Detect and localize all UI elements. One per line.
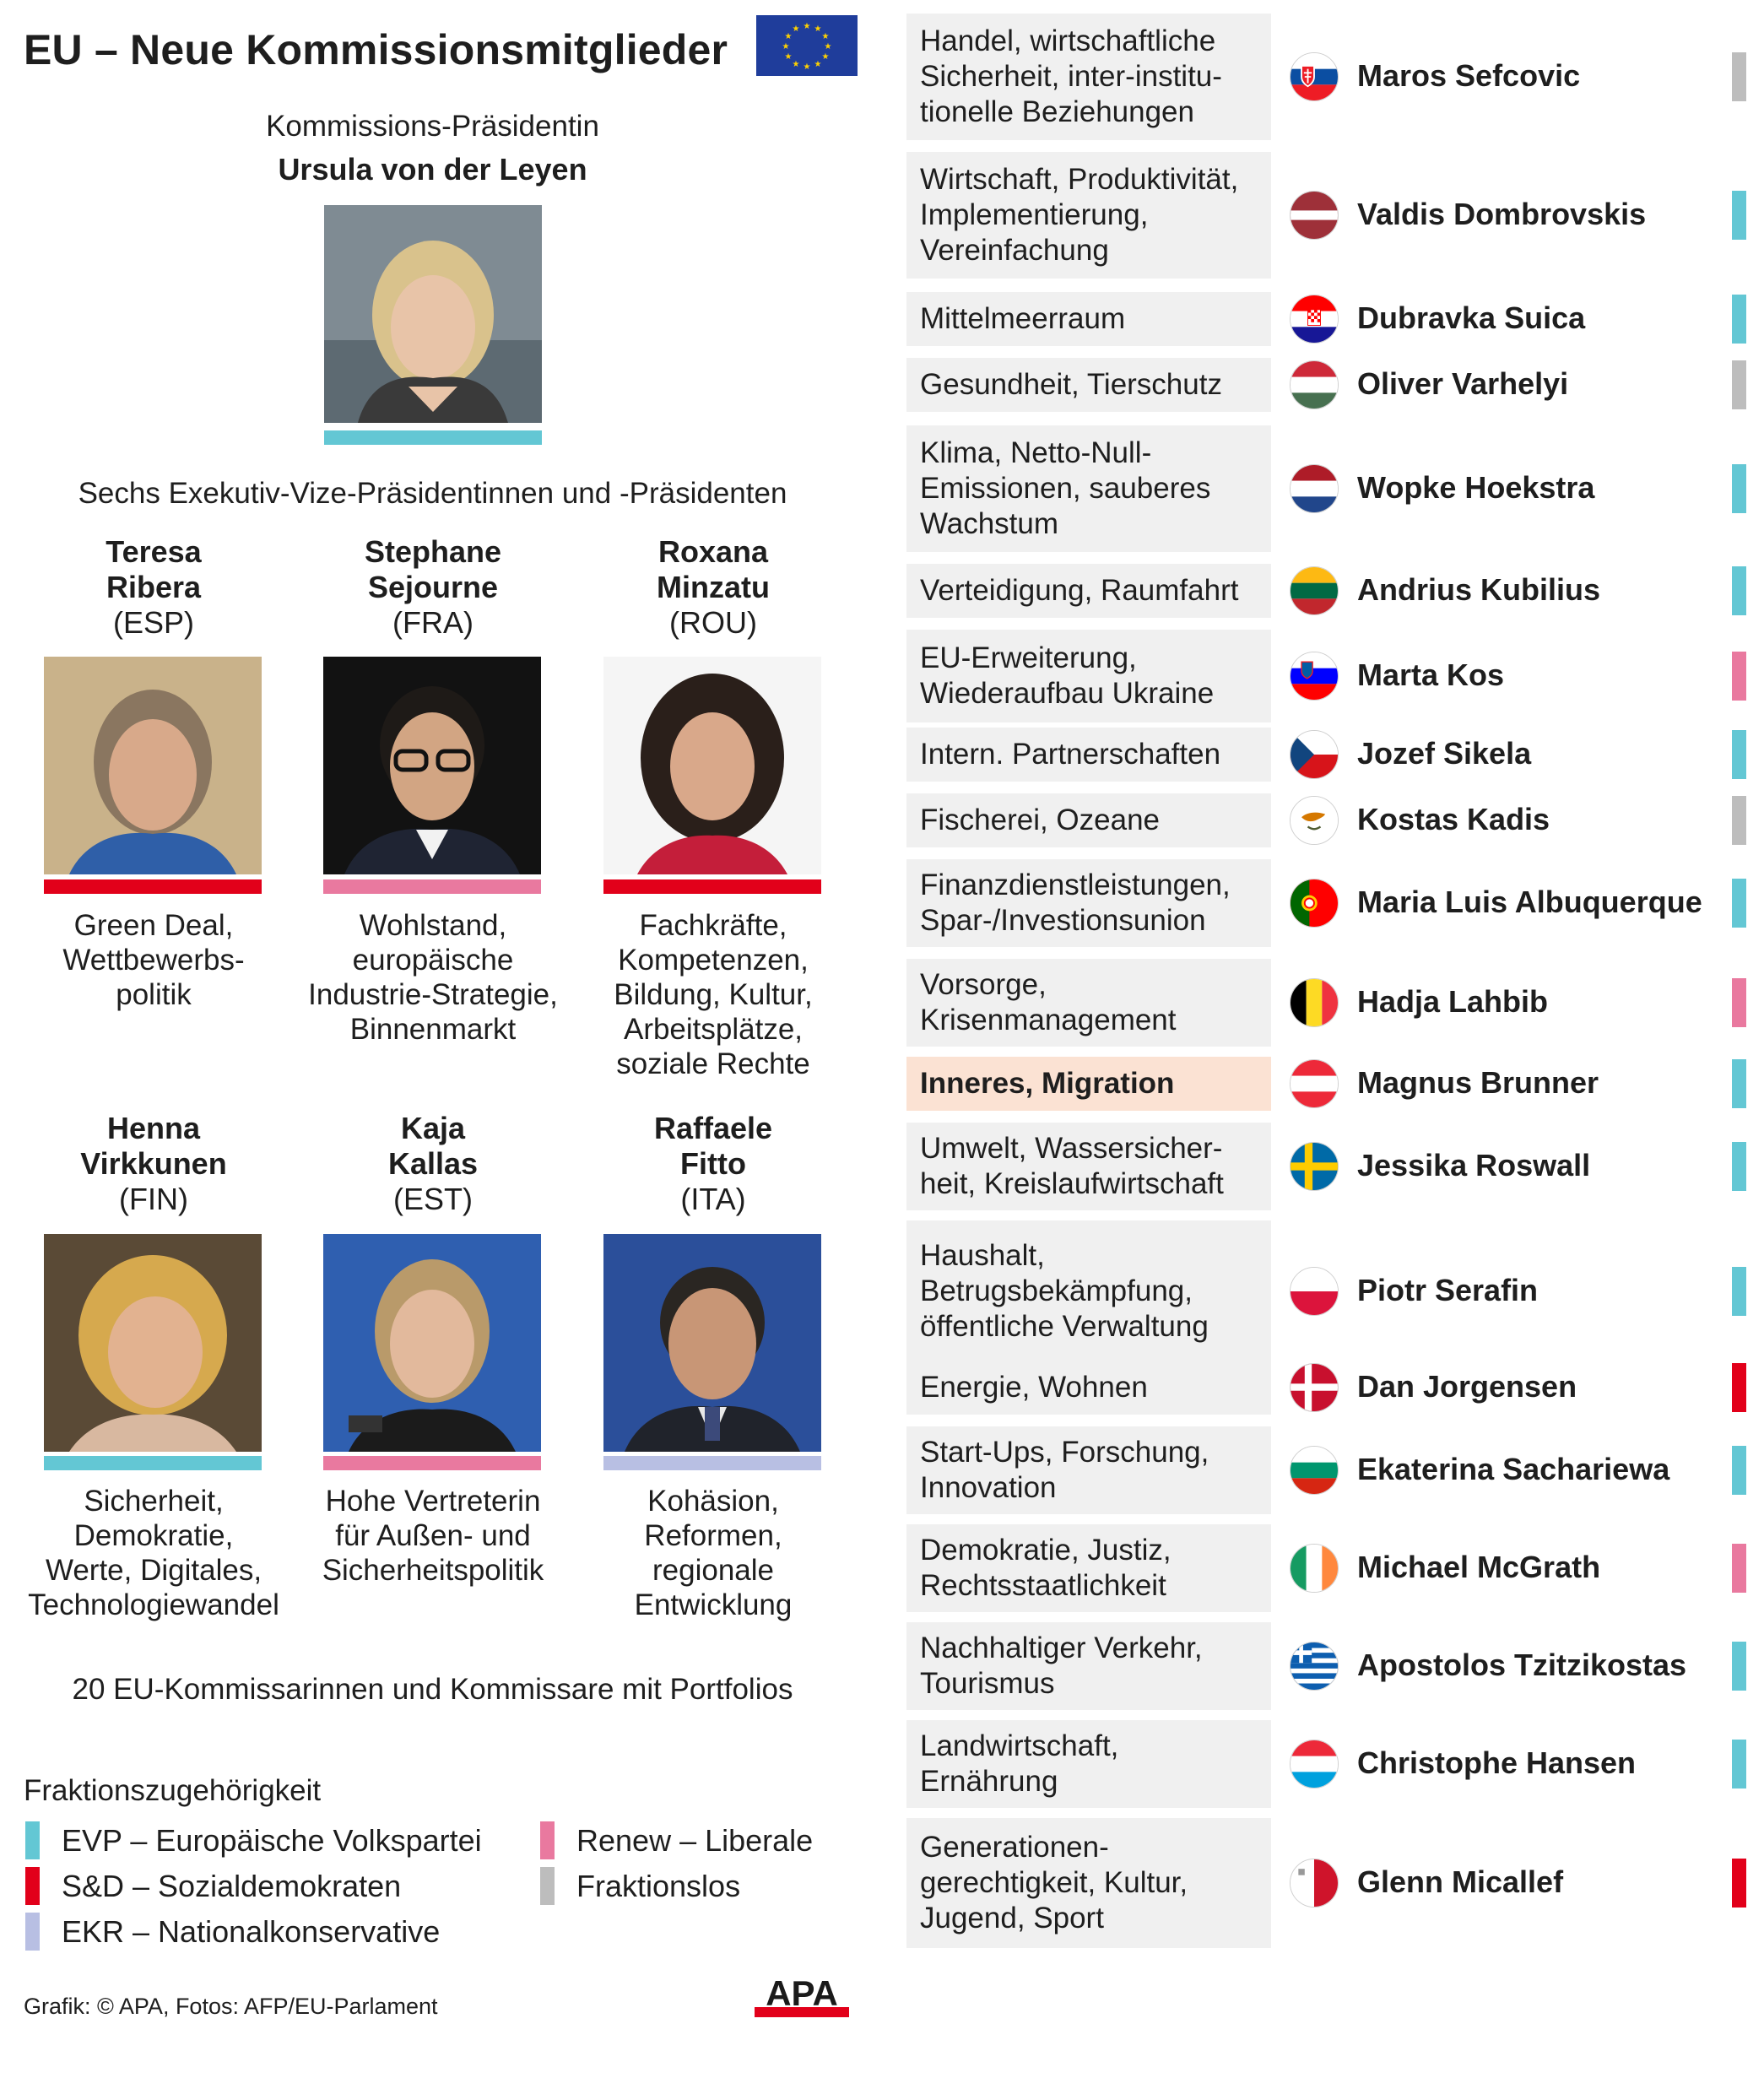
party-bar-glenn-micallef [1732, 1859, 1746, 1908]
eu-flag-icon [756, 15, 858, 76]
vp-name-sejourne: Stephane Sejourne (FRA) [364, 534, 502, 640]
portfolio-line: Wiederaufbau Ukraine [920, 677, 1215, 710]
portfolio-line: Inneres, Migration [920, 1067, 1175, 1100]
portfolio-cell-jozef-sikela [906, 728, 1271, 782]
netherlands-flag-icon [1290, 464, 1339, 513]
portfolio-cell-magnus-brunner [906, 1057, 1271, 1111]
czechia-flag-icon [1290, 730, 1339, 779]
commissioner-name-magnus-brunner: Magnus Brunner [1357, 1065, 1599, 1100]
lithuania-flag-icon [1290, 566, 1339, 615]
portfolio-line: Verteidigung, Raumfahrt [920, 574, 1239, 607]
portfolio-line: Tourismus [920, 1667, 1055, 1700]
portfolio-cell-christophe-hansen [906, 1720, 1271, 1808]
portfolio-line: Rechtsstaatlichkeit [920, 1569, 1166, 1602]
portfolio-cell-maros-sefcovic [906, 14, 1271, 140]
croatia-flag-icon [1290, 295, 1339, 344]
vp-name-virkkunen: Henna Virkkunen (FIN) [80, 1111, 227, 1216]
portfolio-cell-andrius-kubilius [906, 564, 1271, 618]
vp-photo-ribera [44, 657, 262, 874]
commissioner-name-dan-jorgensen: Dan Jorgensen [1357, 1369, 1577, 1404]
president-label: Kommissions-Präsidentin [266, 110, 599, 143]
svg-text:★: ★ [814, 24, 822, 34]
portfolio-line: Klima, Netto-Null- [920, 436, 1152, 469]
legend-swatch-ekr [25, 1913, 40, 1951]
president-name: Ursula von der Leyen [278, 152, 587, 187]
legend-swatch-sd [25, 1867, 40, 1905]
vp-portfolio-sejourne: Wohlstand, europäische Industrie-Strategie, Binnenmarkt [308, 909, 558, 1046]
party-bar-dan-jorgensen [1732, 1363, 1746, 1412]
commissioner-name-jessika-roswall: Jessika Roswall [1357, 1148, 1591, 1182]
party-bar-ekaterina-sachariewa [1732, 1446, 1746, 1495]
commissioner-name-christophe-hansen: Christophe Hansen [1357, 1745, 1637, 1780]
party-bar-wopke-hoekstra [1732, 464, 1746, 513]
legend-swatch-renew [540, 1821, 555, 1859]
legend-item-sd: S&D – Sozialdemokraten [25, 1867, 401, 1905]
latvia-flag-icon [1290, 191, 1339, 240]
belgium-flag-icon [1290, 978, 1339, 1027]
portfolio-cell-wopke-hoekstra [906, 425, 1271, 552]
vp-party-bar-virkkunen [44, 1456, 262, 1470]
vp-party-bar-fitto [603, 1456, 821, 1470]
portfolio-line: Fischerei, Ozeane [920, 804, 1161, 836]
party-bar-piotr-serafin [1732, 1267, 1746, 1316]
hungary-flag-icon [1290, 360, 1339, 409]
portfolio-line: Vorsorge, [920, 968, 1047, 1001]
party-bar-maria-luis-albuquerque [1732, 879, 1746, 928]
svg-text:★: ★ [792, 24, 800, 34]
greece-flag-icon [1290, 1642, 1339, 1691]
svg-text:★: ★ [784, 52, 793, 62]
bulgaria-flag-icon [1290, 1446, 1339, 1495]
vp-party-bar-ribera [44, 879, 262, 894]
commissioner-name-maria-luis-albuquerque: Maria Luis Albuquerque [1357, 885, 1702, 919]
vp-photo-kallas [323, 1234, 541, 1452]
party-bar-magnus-brunner [1732, 1059, 1746, 1108]
portfolio-line: Intern. Partnerschaften [920, 738, 1221, 771]
commissioner-name-wopke-hoekstra: Wopke Hoekstra [1357, 470, 1595, 505]
portfolio-line: Spar-/Investionsunion [920, 904, 1206, 937]
commissioner-name-apostolos-tzitzikostas: Apostolos Tzitzikostas [1357, 1648, 1687, 1682]
portfolio-cell-dubravka-suica [906, 292, 1271, 346]
portfolio-line: Innovation [920, 1471, 1057, 1504]
vp-photo-minzatu [603, 657, 821, 874]
portfolio-cell-valdis-dombrovskis [906, 152, 1271, 279]
party-bar-jessika-roswall [1732, 1142, 1746, 1191]
apa-logo [755, 1973, 849, 2017]
president-party-bar [324, 430, 542, 445]
portfolio-line: Mittelmeerraum [920, 302, 1126, 335]
portfolio-line: öffentliche Verwaltung [920, 1310, 1209, 1343]
vp-photo-virkkunen [44, 1234, 262, 1452]
portfolio-cell-kostas-kadis [906, 793, 1271, 847]
vp-party-bar-minzatu [603, 879, 821, 894]
portfolio-cell-maria-luis-albuquerque [906, 859, 1271, 947]
party-bar-marta-kos [1732, 652, 1746, 701]
portfolio-line: Landwirtschaft, [920, 1729, 1119, 1762]
portugal-flag-icon [1290, 879, 1339, 928]
svg-text:★: ★ [821, 52, 830, 62]
portfolio-line: Betrugsbekämpfung, [920, 1274, 1193, 1307]
commissioner-name-ekaterina-sachariewa: Ekaterina Sachariewa [1357, 1452, 1670, 1486]
portfolio-line: Jugend, Sport [920, 1902, 1104, 1935]
portfolio-line: Start-Ups, Forschung, [920, 1436, 1209, 1469]
denmark-flag-icon [1290, 1363, 1339, 1412]
vp-portfolio-kallas: Hohe Vertreterin für Außen- und Sicherheitspolitik [322, 1485, 544, 1587]
commissioner-name-andrius-kubilius: Andrius Kubilius [1357, 572, 1600, 607]
portfolio-line: Umwelt, Wassersicher- [920, 1132, 1223, 1165]
svg-text:★: ★ [824, 42, 832, 51]
party-bar-kostas-kadis [1732, 796, 1746, 845]
portfolio-line: Gesundheit, Tierschutz [920, 368, 1222, 401]
commissioner-name-kostas-kadis: Kostas Kadis [1357, 802, 1550, 836]
party-bar-apostolos-tzitzikostas [1732, 1642, 1746, 1691]
portfolio-line: Vereinfachung [920, 234, 1109, 267]
portfolio-cell-marta-kos [906, 630, 1271, 722]
portfolio-line: Wachstum [920, 507, 1059, 540]
party-bar-oliver-varhelyi [1732, 360, 1746, 409]
malta-flag-icon [1290, 1859, 1339, 1908]
legend-item-renew: Renew – Liberale [540, 1821, 813, 1859]
legend-title: Fraktionszugehörigkeit [24, 1774, 322, 1807]
cyprus-flag-icon [1290, 796, 1339, 845]
poland-flag-icon [1290, 1267, 1339, 1316]
commissioner-name-michael-mcgrath: Michael McGrath [1357, 1550, 1601, 1584]
commissioner-name-hadja-lahbib: Hadja Lahbib [1357, 984, 1549, 1019]
portfolio-line: EU-Erweiterung, [920, 641, 1137, 674]
commissioner-name-dubravka-suica: Dubravka Suica [1357, 300, 1586, 335]
svg-text:★: ★ [803, 22, 811, 31]
portfolio-cell-michael-mcgrath [906, 1524, 1271, 1612]
portfolio-line: Haushalt, [920, 1239, 1045, 1272]
legend-swatch-evp [25, 1821, 40, 1859]
party-bar-andrius-kubilius [1732, 566, 1746, 615]
portfolio-cell-glenn-micallef [906, 1818, 1271, 1948]
vp-party-bar-kallas [323, 1456, 541, 1470]
commissioner-name-oliver-varhelyi: Oliver Varhelyi [1357, 366, 1569, 401]
portfolio-line: Handel, wirtschaftliche [920, 24, 1216, 57]
portfolio-line: Krisenmanagement [920, 1004, 1177, 1036]
portfolio-line: Ernährung [920, 1765, 1058, 1798]
page-title: EU – Neue Kommissionsmitglieder [24, 26, 728, 73]
vp-portfolio-fitto: Kohäsion, Reformen, regionale Entwicklung [634, 1485, 793, 1621]
party-bar-dubravka-suica [1732, 295, 1746, 344]
legend-swatch-fraktionslos [540, 1867, 555, 1905]
luxembourg-flag-icon [1290, 1740, 1339, 1788]
portfolio-line: Energie, Wohnen [920, 1371, 1148, 1404]
vp-portfolio-virkkunen: Sicherheit, Demokratie, Werte, Digitales, Technologiewandel [28, 1485, 279, 1621]
portfolio-line: Wirtschaft, Produktivität, [920, 163, 1239, 196]
svg-text:★: ★ [784, 32, 793, 41]
ireland-flag-icon [1290, 1544, 1339, 1593]
portfolio-line: Generationen- [920, 1831, 1109, 1864]
portfolio-line: Nachhaltiger Verkehr, [920, 1632, 1203, 1664]
party-bar-valdis-dombrovskis [1732, 191, 1746, 240]
commissioner-name-maros-sefcovic: Maros Sefcovic [1357, 58, 1581, 93]
portfolio-line: Finanzdienstleistungen, [920, 869, 1231, 901]
vp-section-title: Sechs Exekutiv-Vize-Präsidentinnen und -Präsidenten [78, 477, 787, 510]
vp-photo-sejourne [323, 657, 541, 874]
portfolio-cell-apostolos-tzitzikostas [906, 1622, 1271, 1710]
slovenia-flag-icon [1290, 652, 1339, 701]
commissioner-name-valdis-dombrovskis: Valdis Dombrovskis [1357, 197, 1647, 231]
portfolio-cell-dan-jorgensen [906, 1361, 1271, 1415]
photo-credit: Grafik: © APA, Fotos: AFP/EU-Parlament [24, 1994, 438, 2019]
president-photo [324, 205, 542, 423]
portfolio-line: Implementierung, [920, 198, 1149, 231]
sweden-flag-icon [1290, 1142, 1339, 1191]
vp-name-fitto: Raffaele Fitto (ITA) [653, 1111, 773, 1216]
commissioner-name-marta-kos: Marta Kos [1357, 657, 1505, 692]
vp-portfolio-minzatu: Fachkräfte, Kompetenzen, Bildung, Kultur, Arbeitsplätze, soziale Rechte [614, 909, 813, 1080]
portfolio-line: tionelle Beziehungen [920, 95, 1194, 128]
vp-portfolio-ribera: Green Deal, Wettbewerbs- politik [62, 909, 245, 1011]
vp-party-bar-sejourne [323, 879, 541, 894]
party-bar-jozef-sikela [1732, 730, 1746, 779]
portfolio-line: gerechtigkeit, Kultur, [920, 1866, 1188, 1899]
legend-item-evp: EVP – Europäische Volkspartei [25, 1821, 482, 1859]
commissioner-name-jozef-sikela: Jozef Sikela [1357, 736, 1532, 771]
svg-text:★: ★ [821, 32, 830, 41]
portfolio-cell-oliver-varhelyi [906, 358, 1271, 412]
svg-text:★: ★ [803, 62, 811, 72]
party-bar-hadja-lahbib [1732, 978, 1746, 1027]
legend-item-fraktionslos: Fraktionslos [540, 1867, 740, 1905]
party-bar-maros-sefcovic [1732, 52, 1746, 101]
commissioner-name-piotr-serafin: Piotr Serafin [1357, 1273, 1539, 1307]
commissioners-section-title: 20 EU-Kommissarinnen und Kommissare mit Portfolios [72, 1673, 793, 1706]
vp-name-kallas: Kaja Kallas (EST) [387, 1111, 479, 1216]
portfolio-line: heit, Kreislaufwirtschaft [920, 1167, 1224, 1200]
svg-text:★: ★ [814, 60, 822, 69]
svg-text:★: ★ [782, 42, 790, 51]
vp-name-minzatu: Roxana Minzatu (ROU) [657, 534, 770, 640]
portfolio-cell-ekaterina-sachariewa [906, 1426, 1271, 1514]
commissioner-name-glenn-micallef: Glenn Micallef [1357, 1864, 1564, 1899]
legend-item-ekr: EKR – Nationalkonservative [25, 1913, 440, 1951]
portfolio-line: Sicherheit, inter-institu- [920, 60, 1222, 93]
portfolio-line: Demokratie, Justiz, [920, 1534, 1171, 1567]
portfolio-cell-piotr-serafin [906, 1220, 1271, 1362]
austria-flag-icon [1290, 1059, 1339, 1108]
party-bar-christophe-hansen [1732, 1740, 1746, 1788]
vp-photo-fitto [603, 1234, 821, 1452]
portfolio-cell-hadja-lahbib [906, 959, 1271, 1047]
apa-logo-text: APA [766, 1973, 838, 2013]
svg-text:★: ★ [792, 60, 800, 69]
slovakia-flag-icon [1290, 52, 1339, 101]
portfolio-line: Emissionen, sauberes [920, 472, 1211, 505]
vp-name-ribera: Teresa Ribera (ESP) [106, 534, 202, 640]
portfolio-cell-jessika-roswall [906, 1123, 1271, 1210]
party-bar-michael-mcgrath [1732, 1544, 1746, 1593]
